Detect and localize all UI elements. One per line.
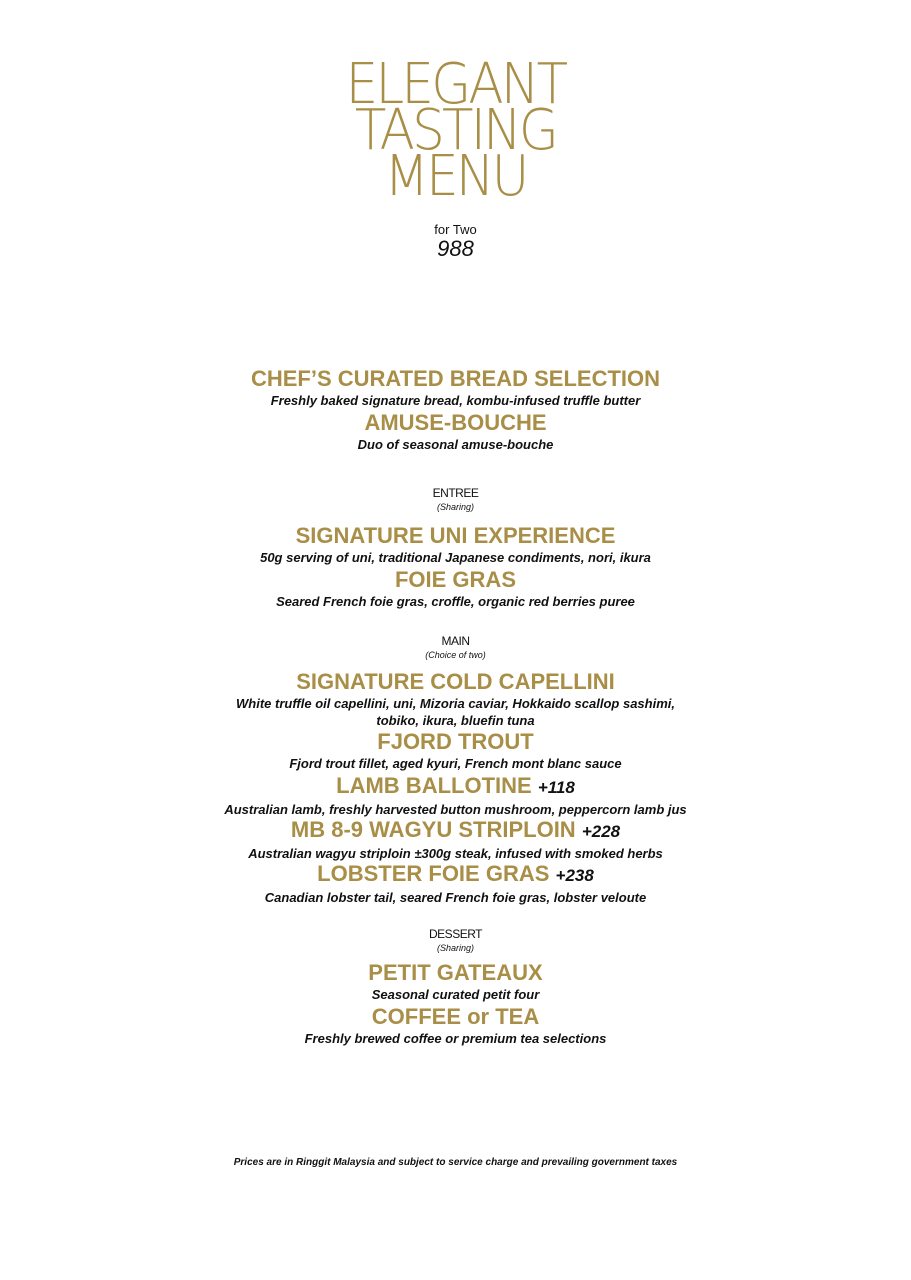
dish-wagyu-striploin bbox=[0, 817, 911, 862]
supplement-price: +228 bbox=[581, 822, 621, 841]
menu-price: 988 bbox=[437, 236, 474, 261]
menu-subtitle bbox=[0, 222, 911, 261]
dish-description-cont: tobiko, ikura, bluefin tuna bbox=[376, 713, 535, 728]
dish-lamb-ballotine bbox=[0, 773, 911, 818]
dish-foie-gras bbox=[0, 567, 911, 610]
dish-amuse-bouche bbox=[0, 410, 911, 453]
dish-description: Fjord trout fillet, aged kyuri, French mont blanc sauce bbox=[289, 756, 622, 771]
section-main bbox=[0, 633, 911, 661]
title-line-2: TASTING bbox=[354, 98, 557, 163]
serving-label: for Two bbox=[434, 222, 477, 237]
dish-name: MB 8-9 WAGYU STRIPLOIN bbox=[290, 817, 576, 842]
dish-description: Australian wagyu striploin ±300g steak, infused with smoked herbs bbox=[248, 846, 663, 861]
dish-coffee-tea bbox=[0, 1004, 911, 1047]
section-title: ENTREE bbox=[432, 486, 479, 500]
dish-uni bbox=[0, 523, 911, 566]
section-note: (Sharing) bbox=[436, 943, 474, 953]
section-title: DESSERT bbox=[429, 927, 482, 941]
dish-description: Freshly baked signature bread, kombu-infused truffle butter bbox=[270, 393, 641, 408]
dish-name: CHEF’S CURATED BREAD SELECTION bbox=[250, 366, 661, 391]
section-title: MAIN bbox=[441, 634, 470, 648]
dish-name: LAMB BALLOTINE bbox=[336, 773, 532, 798]
title-line-1: ELEGANT bbox=[345, 52, 566, 117]
dish-name: COFFEE or TEA bbox=[371, 1004, 540, 1029]
section-dessert bbox=[0, 926, 911, 954]
dish-description: Freshly brewed coffee or premium tea selections bbox=[304, 1031, 607, 1046]
section-note: (Sharing) bbox=[436, 502, 474, 512]
supplement-price: +238 bbox=[555, 866, 594, 885]
title-line-3: MENU bbox=[384, 144, 527, 209]
dish-fjord-trout bbox=[0, 729, 911, 772]
dish-name: PETIT GATEAUX bbox=[368, 960, 543, 985]
dish-name: FOIE GRAS bbox=[394, 567, 516, 592]
dish-description: Seared French foie gras, croffle, organic red berries puree bbox=[276, 594, 635, 609]
dish-description: Australian lamb, freshly harvested button mushroom, peppercorn lamb jus bbox=[224, 802, 687, 817]
supplement-price: +118 bbox=[537, 778, 575, 797]
dish-capellini bbox=[0, 669, 911, 729]
section-note: (Choice of two) bbox=[425, 650, 486, 660]
dish-petit-gateaux bbox=[0, 960, 911, 1003]
section-entree bbox=[0, 485, 911, 513]
dish-description: Duo of seasonal amuse-bouche bbox=[357, 437, 554, 452]
dish-description: 50g serving of uni, traditional Japanese condiments, nori, ikura bbox=[260, 550, 651, 565]
dish-name: SIGNATURE UNI EXPERIENCE bbox=[295, 523, 616, 548]
dish-lobster-foie-gras bbox=[0, 861, 911, 906]
dish-name: FJORD TROUT bbox=[377, 729, 534, 754]
dish-name: SIGNATURE COLD CAPELLINI bbox=[296, 669, 615, 694]
dish-description: Canadian lobster tail, seared French foie gras, lobster veloute bbox=[264, 890, 647, 905]
dish-name: AMUSE-BOUCHE bbox=[364, 410, 547, 435]
dish-description: Seasonal curated petit four bbox=[371, 987, 540, 1002]
menu-title bbox=[0, 52, 911, 209]
dish-name: LOBSTER FOIE GRAS bbox=[317, 861, 550, 886]
price-disclaimer: Prices are in Ringgit Malaysia and subject to service charge and prevailing government taxes bbox=[233, 1157, 678, 1168]
dish-description: White truffle oil capellini, uni, Mizoria caviar, Hokkaido scallop sashimi, bbox=[236, 696, 675, 711]
dish-bread bbox=[0, 366, 911, 409]
